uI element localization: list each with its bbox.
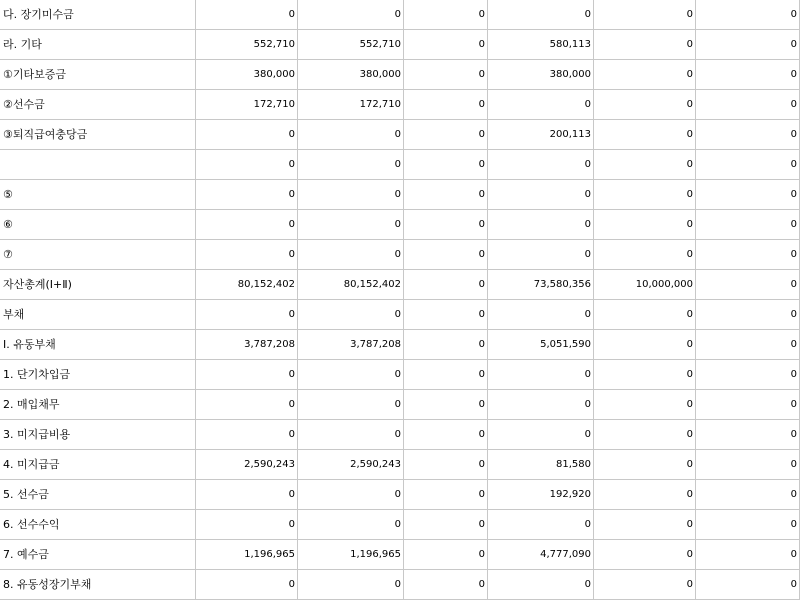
table-row: [0, 0, 800, 30]
table-row: [0, 360, 800, 390]
value-cell[interactable]: 172,710: [298, 90, 404, 119]
value-cell[interactable]: 0: [696, 270, 800, 299]
value-cell[interactable]: 192,920: [488, 480, 594, 509]
value-cell[interactable]: 0: [488, 210, 594, 239]
value-cell[interactable]: 0: [696, 60, 800, 89]
value-cell[interactable]: 0: [696, 30, 800, 59]
row-label-cell[interactable]: 3. 미지급비용: [0, 420, 196, 449]
value-cell[interactable]: 0: [404, 570, 488, 599]
row-label-cell[interactable]: 부채: [0, 300, 196, 329]
table-row: [0, 450, 800, 480]
value-cell[interactable]: 0: [594, 300, 696, 329]
value-cell[interactable]: 3,787,208: [298, 330, 404, 359]
value-cell[interactable]: 0: [594, 330, 696, 359]
row-label-cell[interactable]: 2. 매입채무: [0, 390, 196, 419]
value-cell[interactable]: 1,196,965: [196, 540, 298, 569]
row-label-cell[interactable]: 자산총계(Ⅰ+Ⅱ): [0, 270, 196, 299]
value-cell[interactable]: 0: [488, 510, 594, 539]
row-label-cell[interactable]: ⑥: [0, 210, 196, 239]
row-label-cell[interactable]: 8. 유동성장기부채: [0, 570, 196, 599]
value-cell[interactable]: 0: [488, 90, 594, 119]
value-cell[interactable]: 0: [298, 210, 404, 239]
table-row: [0, 420, 800, 450]
value-cell[interactable]: 2,590,243: [298, 450, 404, 479]
value-cell[interactable]: 0: [594, 360, 696, 389]
value-cell[interactable]: 0: [298, 240, 404, 269]
value-cell[interactable]: 0: [298, 300, 404, 329]
row-label-cell[interactable]: 라. 기타: [0, 30, 196, 59]
value-cell[interactable]: 0: [404, 0, 488, 29]
row-label-cell[interactable]: 4. 미지급금: [0, 450, 196, 479]
row-label-cell[interactable]: 1. 단기차입금: [0, 360, 196, 389]
value-cell[interactable]: 0: [298, 120, 404, 149]
value-cell[interactable]: 1,196,965: [298, 540, 404, 569]
value-cell[interactable]: 0: [488, 300, 594, 329]
table-row: [0, 330, 800, 360]
row-label-cell[interactable]: ⑤: [0, 180, 196, 209]
value-cell[interactable]: 0: [696, 90, 800, 119]
table-row: [0, 120, 800, 150]
value-cell[interactable]: 0: [404, 150, 488, 179]
value-cell[interactable]: 0: [404, 270, 488, 299]
value-cell[interactable]: 0: [404, 450, 488, 479]
table-row: [0, 210, 800, 240]
value-cell[interactable]: 0: [298, 390, 404, 419]
value-cell[interactable]: 0: [196, 420, 298, 449]
value-cell[interactable]: 0: [594, 420, 696, 449]
row-label-cell[interactable]: ①기타보증금: [0, 60, 196, 89]
value-cell[interactable]: 0: [404, 300, 488, 329]
value-cell[interactable]: 73,580,356: [488, 270, 594, 299]
value-cell[interactable]: 0: [404, 210, 488, 239]
value-cell[interactable]: 0: [404, 180, 488, 209]
row-label-cell[interactable]: ⑦: [0, 240, 196, 269]
value-cell[interactable]: 0: [404, 480, 488, 509]
value-cell[interactable]: 0: [488, 0, 594, 29]
value-cell[interactable]: 380,000: [196, 60, 298, 89]
value-cell[interactable]: 0: [696, 180, 800, 209]
value-cell[interactable]: 0: [696, 120, 800, 149]
value-cell[interactable]: 0: [594, 390, 696, 419]
table-row: [0, 60, 800, 90]
value-cell[interactable]: 0: [696, 390, 800, 419]
value-cell[interactable]: 0: [196, 300, 298, 329]
value-cell[interactable]: 0: [298, 360, 404, 389]
value-cell[interactable]: 0: [696, 570, 800, 599]
value-cell[interactable]: 0: [196, 210, 298, 239]
value-cell[interactable]: 0: [298, 180, 404, 209]
value-cell[interactable]: 200,113: [488, 120, 594, 149]
table-row: [0, 180, 800, 210]
value-cell[interactable]: 0: [594, 510, 696, 539]
value-cell[interactable]: 2,590,243: [196, 450, 298, 479]
row-label-cell[interactable]: 7. 예수금: [0, 540, 196, 569]
value-cell[interactable]: 0: [488, 150, 594, 179]
table-row: [0, 480, 800, 510]
value-cell[interactable]: 0: [696, 0, 800, 29]
value-cell[interactable]: 0: [488, 420, 594, 449]
table-row: [0, 540, 800, 570]
value-cell[interactable]: 0: [196, 360, 298, 389]
value-cell[interactable]: 81,580: [488, 450, 594, 479]
value-cell[interactable]: 0: [298, 0, 404, 29]
value-cell[interactable]: 0: [404, 30, 488, 59]
value-cell[interactable]: 0: [488, 180, 594, 209]
value-cell[interactable]: 5,051,590: [488, 330, 594, 359]
value-cell[interactable]: 0: [594, 210, 696, 239]
value-cell[interactable]: 0: [298, 510, 404, 539]
table-row: [0, 150, 800, 180]
table-row: [0, 300, 800, 330]
value-cell[interactable]: 0: [404, 90, 488, 119]
value-cell[interactable]: 0: [696, 240, 800, 269]
value-cell[interactable]: 0: [196, 480, 298, 509]
value-cell[interactable]: 0: [404, 390, 488, 419]
value-cell[interactable]: 0: [696, 510, 800, 539]
value-cell[interactable]: 0: [404, 510, 488, 539]
value-cell[interactable]: 172,710: [196, 90, 298, 119]
value-cell[interactable]: 0: [696, 360, 800, 389]
value-cell[interactable]: 0: [196, 0, 298, 29]
value-cell[interactable]: 0: [594, 180, 696, 209]
table-row: [0, 390, 800, 420]
value-cell[interactable]: 0: [196, 120, 298, 149]
value-cell[interactable]: 0: [298, 420, 404, 449]
value-cell[interactable]: 0: [696, 540, 800, 569]
value-cell[interactable]: 0: [696, 150, 800, 179]
table-row: [0, 270, 800, 300]
value-cell[interactable]: 380,000: [488, 60, 594, 89]
value-cell[interactable]: 0: [196, 150, 298, 179]
value-cell[interactable]: 0: [696, 330, 800, 359]
value-cell[interactable]: 0: [696, 480, 800, 509]
value-cell[interactable]: 0: [196, 570, 298, 599]
value-cell[interactable]: 0: [696, 450, 800, 479]
value-cell[interactable]: 0: [404, 540, 488, 569]
value-cell[interactable]: 0: [404, 420, 488, 449]
value-cell[interactable]: 0: [594, 120, 696, 149]
value-cell[interactable]: 0: [488, 390, 594, 419]
value-cell[interactable]: 580,113: [488, 30, 594, 59]
value-cell[interactable]: 0: [488, 570, 594, 599]
value-cell[interactable]: 552,710: [196, 30, 298, 59]
value-cell[interactable]: 0: [594, 570, 696, 599]
value-cell[interactable]: 0: [594, 0, 696, 29]
value-cell[interactable]: 0: [594, 450, 696, 479]
table-row: [0, 90, 800, 120]
value-cell[interactable]: 0: [298, 570, 404, 599]
value-cell[interactable]: 0: [196, 510, 298, 539]
value-cell[interactable]: 0: [696, 420, 800, 449]
row-label-cell[interactable]: 5. 선수금: [0, 480, 196, 509]
value-cell[interactable]: 10,000,000: [594, 270, 696, 299]
value-cell[interactable]: 4,777,090: [488, 540, 594, 569]
value-cell[interactable]: 0: [594, 540, 696, 569]
row-label-cell[interactable]: 6. 선수수익: [0, 510, 196, 539]
value-cell[interactable]: 0: [298, 480, 404, 509]
value-cell[interactable]: 0: [196, 240, 298, 269]
row-label-cell[interactable]: ②선수금: [0, 90, 196, 119]
value-cell[interactable]: 80,152,402: [196, 270, 298, 299]
value-cell[interactable]: 0: [404, 330, 488, 359]
table-row: [0, 240, 800, 270]
value-cell[interactable]: 0: [594, 90, 696, 119]
value-cell[interactable]: 0: [594, 480, 696, 509]
row-label-cell[interactable]: ③퇴직급여충당금: [0, 120, 196, 149]
value-cell[interactable]: 380,000: [298, 60, 404, 89]
value-cell[interactable]: 0: [594, 240, 696, 269]
value-cell[interactable]: 0: [696, 210, 800, 239]
table-row: [0, 30, 800, 60]
value-cell[interactable]: 552,710: [298, 30, 404, 59]
value-cell[interactable]: 0: [488, 240, 594, 269]
value-cell[interactable]: 0: [404, 360, 488, 389]
row-label-cell[interactable]: 다. 장기미수금: [0, 0, 196, 29]
value-cell[interactable]: 0: [594, 30, 696, 59]
row-label-cell[interactable]: [0, 150, 196, 179]
value-cell[interactable]: 0: [488, 360, 594, 389]
value-cell[interactable]: 0: [404, 120, 488, 149]
value-cell[interactable]: 0: [594, 150, 696, 179]
value-cell[interactable]: 0: [196, 390, 298, 419]
table-row: [0, 510, 800, 540]
row-label-cell[interactable]: Ⅰ. 유동부채: [0, 330, 196, 359]
value-cell[interactable]: 80,152,402: [298, 270, 404, 299]
value-cell[interactable]: 3,787,208: [196, 330, 298, 359]
value-cell[interactable]: 0: [196, 180, 298, 209]
value-cell[interactable]: 0: [404, 240, 488, 269]
value-cell[interactable]: 0: [594, 60, 696, 89]
value-cell[interactable]: 0: [696, 300, 800, 329]
value-cell[interactable]: 0: [298, 150, 404, 179]
value-cell[interactable]: 0: [404, 60, 488, 89]
